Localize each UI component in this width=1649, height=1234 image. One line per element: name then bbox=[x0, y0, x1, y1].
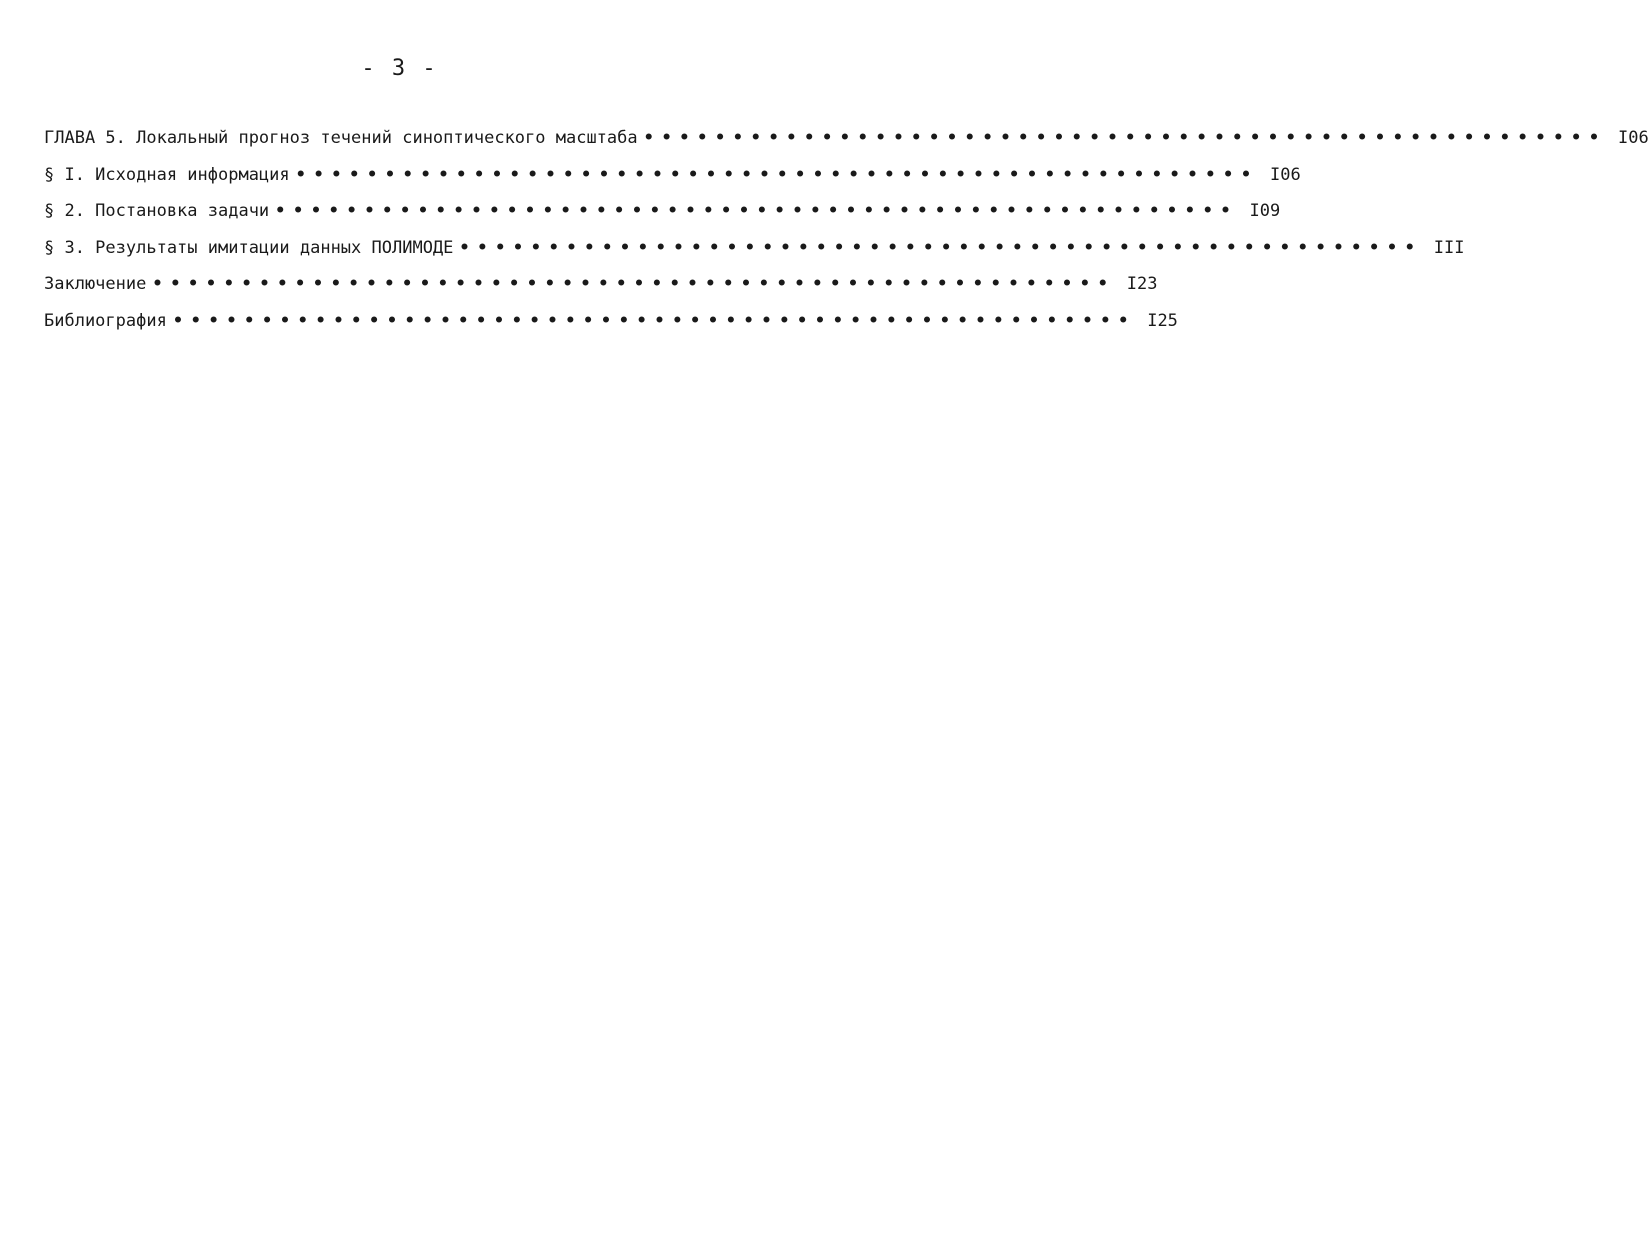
toc-entry-section-3 bbox=[44, 237, 1465, 275]
toc-entry-page: I06 bbox=[1618, 128, 1649, 148]
toc-entry-title: ГЛАВА 5. Локальный прогноз течений синоптического масштаба bbox=[44, 128, 638, 148]
toc-entry-page: I09 bbox=[1249, 201, 1281, 221]
table-of-contents bbox=[44, 128, 1649, 347]
toc-entry-title: § I. Исходная информация bbox=[44, 164, 290, 185]
dot-leader: •••••••••••••••••••••••••••••••••••••••••••••••••••••• bbox=[172, 310, 1136, 331]
toc-entry-page: I25 bbox=[1147, 310, 1178, 331]
dot-leader: •••••••••••••••••••••••••••••••••••••••••••••••••••••• bbox=[295, 164, 1259, 185]
toc-entry-section-2 bbox=[44, 201, 1281, 238]
toc-entry-title: § 2. Постановка задачи bbox=[44, 201, 270, 221]
toc-entry-conclusion bbox=[44, 274, 1158, 311]
page-number: - 3 - bbox=[361, 56, 438, 81]
toc-entry-bibliography bbox=[44, 310, 1178, 348]
toc-entry-page: III bbox=[1433, 237, 1465, 258]
toc-entry-title: Библиография bbox=[44, 310, 167, 331]
toc-entry-title: Заключение bbox=[44, 274, 147, 294]
dot-leader: •••••••••••••••••••••••••••••••••••••••••••••••••••••• bbox=[152, 274, 1116, 294]
toc-entry-page: I06 bbox=[1270, 164, 1301, 185]
toc-entry-title: § 3. Результаты имитации данных ПОЛИМОДЕ bbox=[44, 237, 454, 258]
toc-entry-chapter-5 bbox=[44, 128, 1649, 165]
dot-leader: •••••••••••••••••••••••••••••••••••••••••••••••••••••• bbox=[643, 128, 1607, 148]
toc-entry-page: I23 bbox=[1126, 274, 1158, 294]
dot-leader: •••••••••••••••••••••••••••••••••••••••••••••••••••••• bbox=[459, 237, 1423, 258]
dot-leader: •••••••••••••••••••••••••••••••••••••••••••••••••••••• bbox=[275, 201, 1239, 221]
toc-entry-section-1 bbox=[44, 164, 1301, 202]
